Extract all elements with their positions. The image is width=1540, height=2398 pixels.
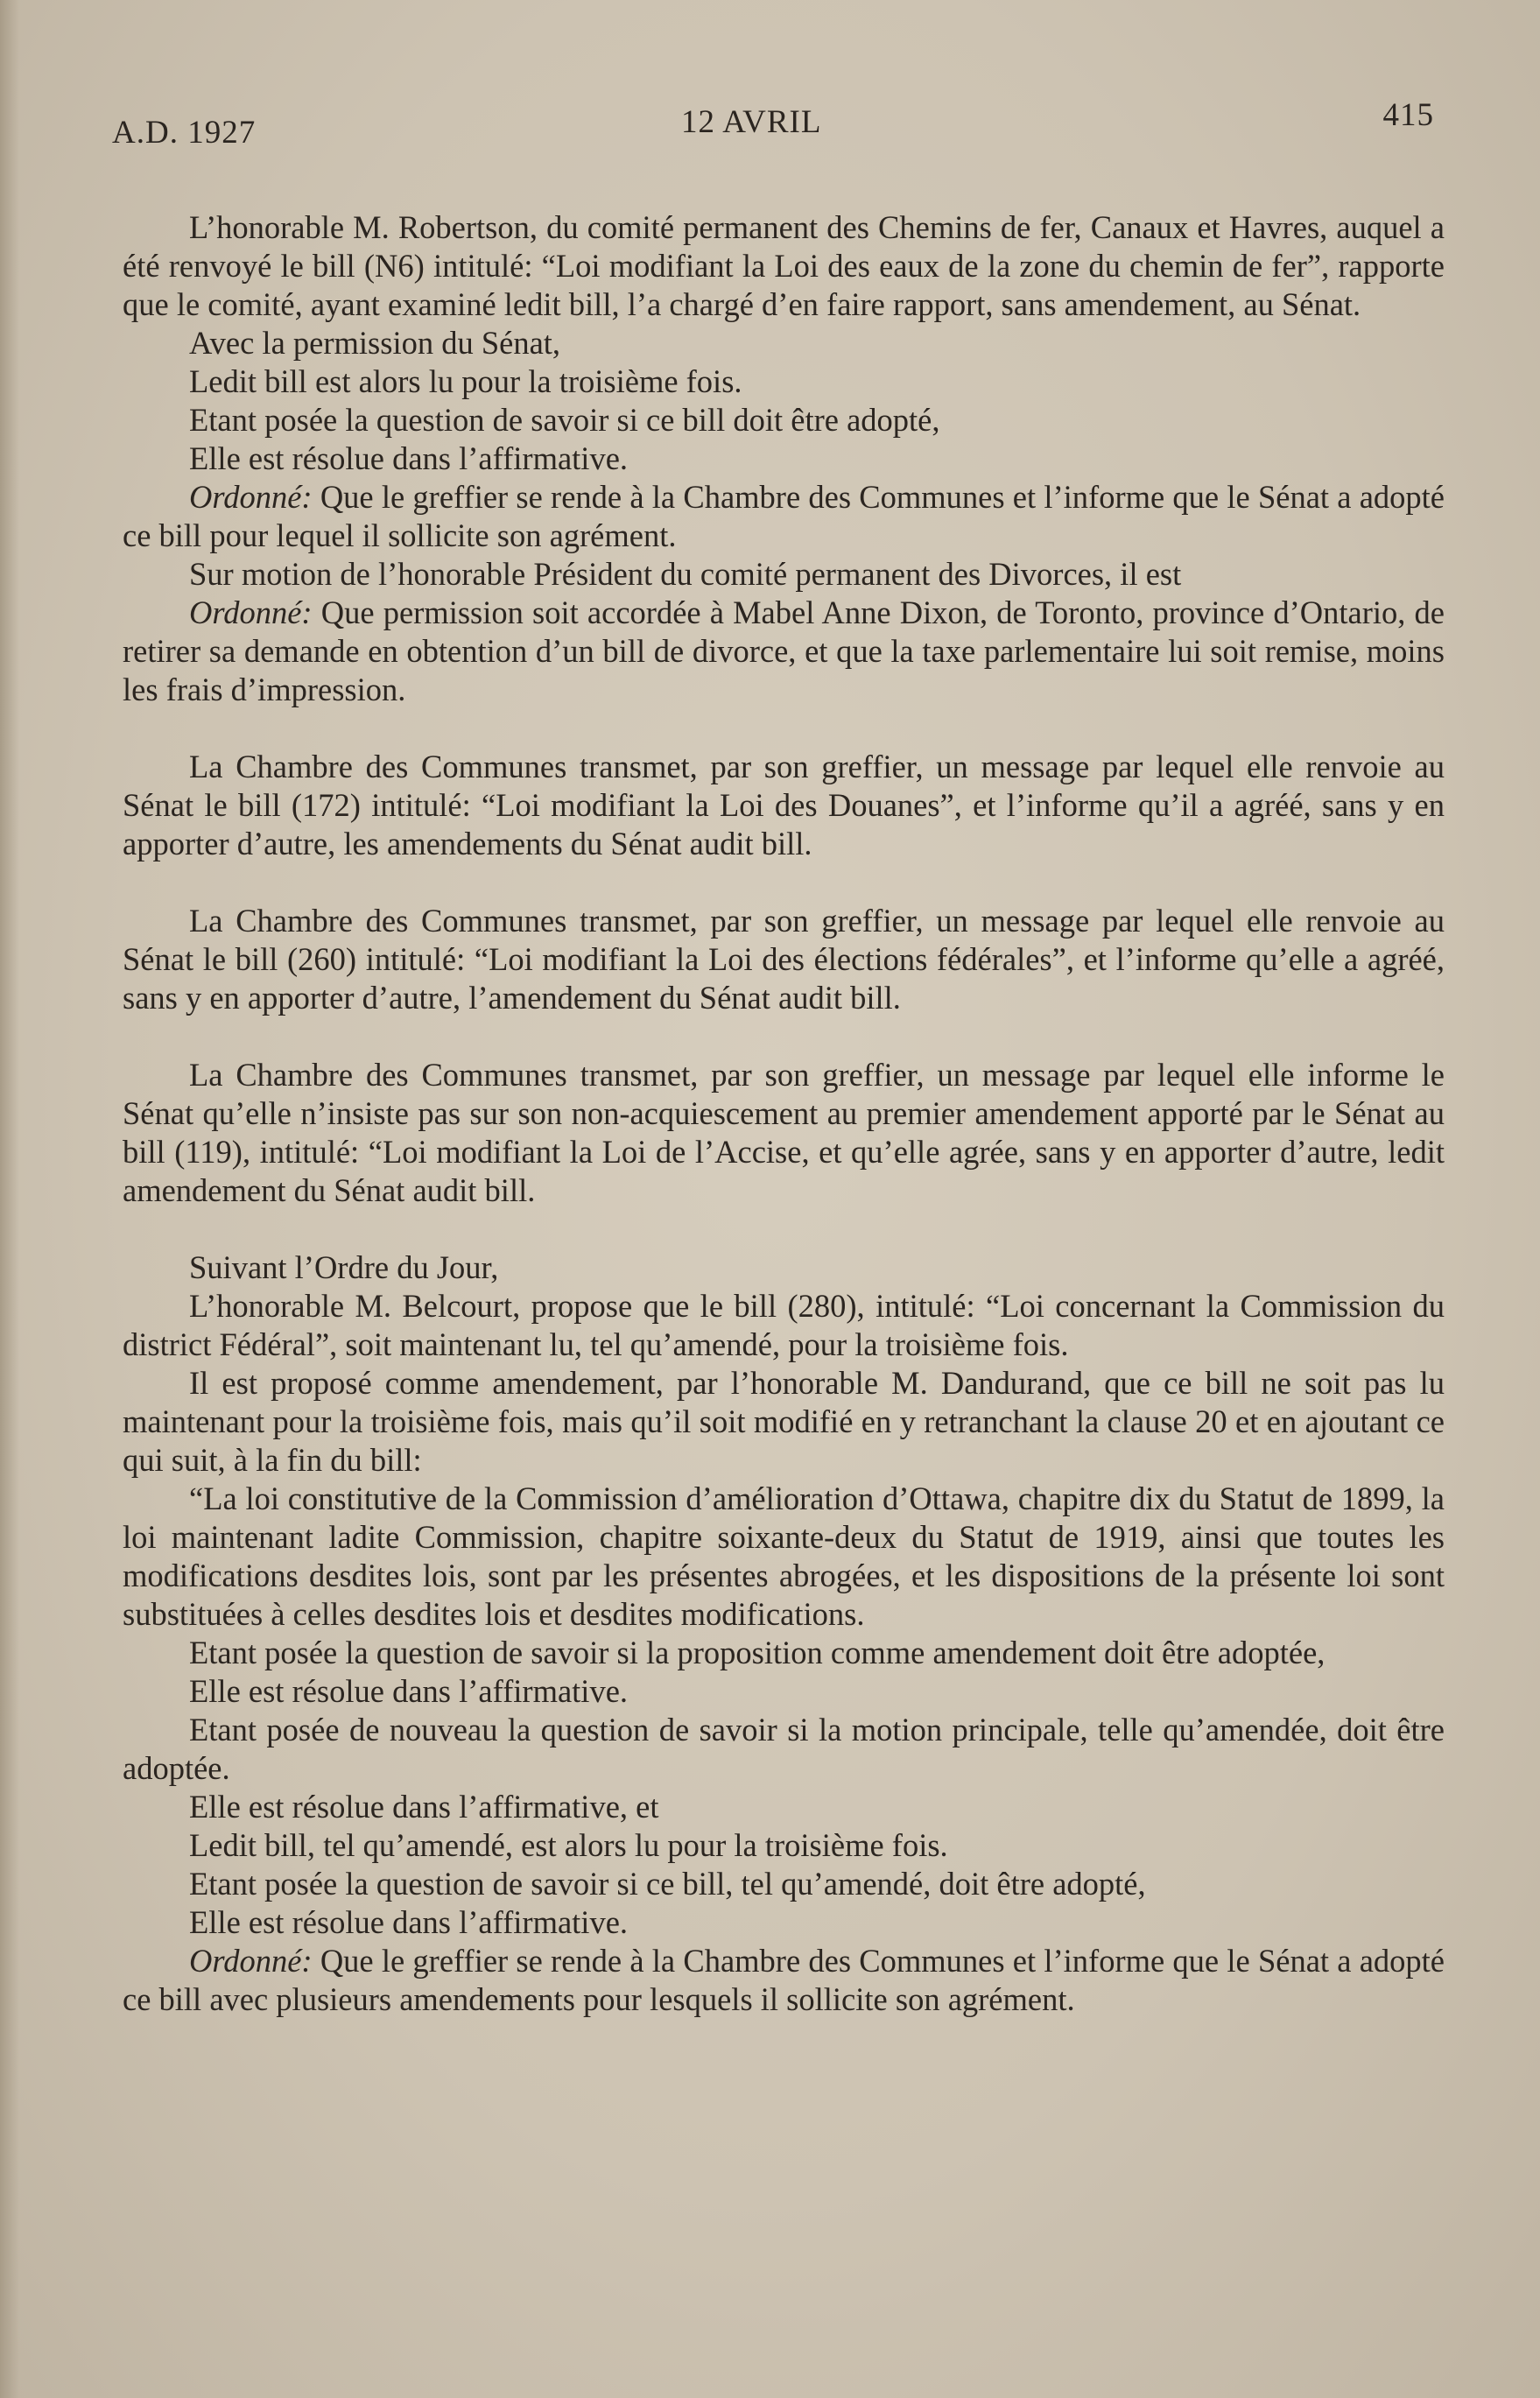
ordonne-label: Ordonné: [189, 594, 313, 630]
paragraph: L’honorable M. Belcourt, propose que le bill (280), intitulé: “Loi concernant la Commission du district Fédéral”, soit maintenant lu, tel qu’amendé, pour la troisième fois. [123, 1288, 1445, 1362]
paragraph: Avec la permission du Sénat, [189, 325, 561, 361]
paragraph: Elle est résolue dans l’affirmative. [189, 1904, 629, 1940]
paragraph: Etant posée la question de savoir si ce bill doit être adopté, [189, 402, 940, 438]
paragraph: Ledit bill est alors lu pour la troisième fois. [189, 363, 742, 399]
order-paragraph: Ordonné: Que permission soit accordée à Mabel Anne Dixon, de Toronto, province d’Ontario, de retirer sa demande en obtention d’un bill de divorce, et que la taxe parlementaire lui soit remise, moins les frais d’impression. [123, 594, 1445, 707]
paragraph: Ledit bill, tel qu’amendé, est alors lu pour la troisième fois. [189, 1827, 948, 1863]
paragraph: L’honorable M. Robertson, du comité permanent des Chemins de fer, Canaux et Havres, auquel a été renvoyé le bill (N6) intitulé: “Loi modifiant la Loi des eaux de la zone du chemin de fer”, rapporte que le comité, ayant examiné ledit bill, l’a chargé d’en faire rapport, sans amendement, au Sénat. [123, 209, 1445, 322]
page-header [112, 96, 1434, 149]
paragraph: La Chambre des Communes transmet, par son greffier, un message par lequel elle informe le Sénat qu’elle n’insiste pas sur son non-acquiescement au premier amendement apporté par le Sénat au bill (119), intitulé: “Loi modifiant la Loi de l’Accise, et qu’elle agrée, sans y en apporter d’autre, ledit amendement du Sénat audit bill. [123, 1057, 1445, 1208]
paragraph: La Chambre des Communes transmet, par son greffier, un message par lequel elle renvoie au Sénat le bill (172) intitulé: “Loi modifiant la Loi des Douanes”, et l’informe qu’il a agréé, sans y en apporter d’autre, les amendements du Sénat audit bill. [123, 749, 1445, 861]
paragraph: Sur motion de l’honorable Président du comité permanent des Divorces, il est [189, 556, 1182, 592]
paragraph: Elle est résolue dans l’affirmative. [189, 440, 629, 476]
paragraph: La Chambre des Communes transmet, par son greffier, un message par lequel elle renvoie au Sénat le bill (260) intitulé: “Loi modifiant la Loi des élections fédérales”, et l’informe qu’elle a agréé, sans y en apporter d’autre, l’amendement du Sénat audit bill. [123, 903, 1445, 1016]
paragraph: Suivant l’Ordre du Jour, [189, 1249, 499, 1285]
paragraph: Elle est résolue dans l’affirmative, et [189, 1789, 659, 1825]
header-year: A.D. 1927 [112, 115, 257, 151]
page-number: 415 [1382, 97, 1434, 133]
paragraph: Elle est résolue dans l’affirmative. [189, 1673, 629, 1709]
paragraph: Etant posée de nouveau la question de savoir si la motion principale, telle qu’amendée, doit être adoptée. [123, 1712, 1445, 1786]
order-paragraph: Ordonné: Que le greffier se rende à la Chambre des Communes et l’informe que le Sénat a adopté ce bill pour lequel il sollicite son agrément. [123, 479, 1445, 553]
paragraph: Etant posée la question de savoir si la proposition comme amendement doit être adoptée, [189, 1635, 1326, 1670]
header-date: 12 AVRIL [681, 104, 822, 140]
page-edge-shadow [0, 0, 19, 2398]
ordonne-label: Ordonné: [189, 479, 313, 515]
order-paragraph: Ordonné: Que le greffier se rende à la Chambre des Communes et l’informe que le Sénat a adopté ce bill avec plusieurs amendements pour lesquels il sollicite son agrément. [123, 1943, 1445, 2017]
page-body [123, 208, 1445, 2019]
paragraph: Etant posée la question de savoir si ce bill, tel qu’amendé, doit être adopté, [189, 1866, 1146, 1902]
paragraph: Il est proposé comme amendement, par l’honorable M. Dandurand, que ce bill ne soit pas lu maintenant pour la troisième fois, mais qu’il soit modifié en y retranchant la clause 20 et en ajoutant ce qui suit, à la fin du bill: [123, 1365, 1445, 1478]
ordonne-label: Ordonné: [189, 1943, 313, 1979]
paragraph: “La loi constitutive de la Commission d’amélioration d’Ottawa, chapitre dix du Statut de 1899, la loi maintenant ladite Commission, chapitre soixante-deux du Statut de 1919, ainsi que toutes les modifications desdites lois, sont par les présentes abrogées, et les dispositions de la présente loi sont substituées à celles desdites lois et desdites modifications. [123, 1480, 1445, 1632]
